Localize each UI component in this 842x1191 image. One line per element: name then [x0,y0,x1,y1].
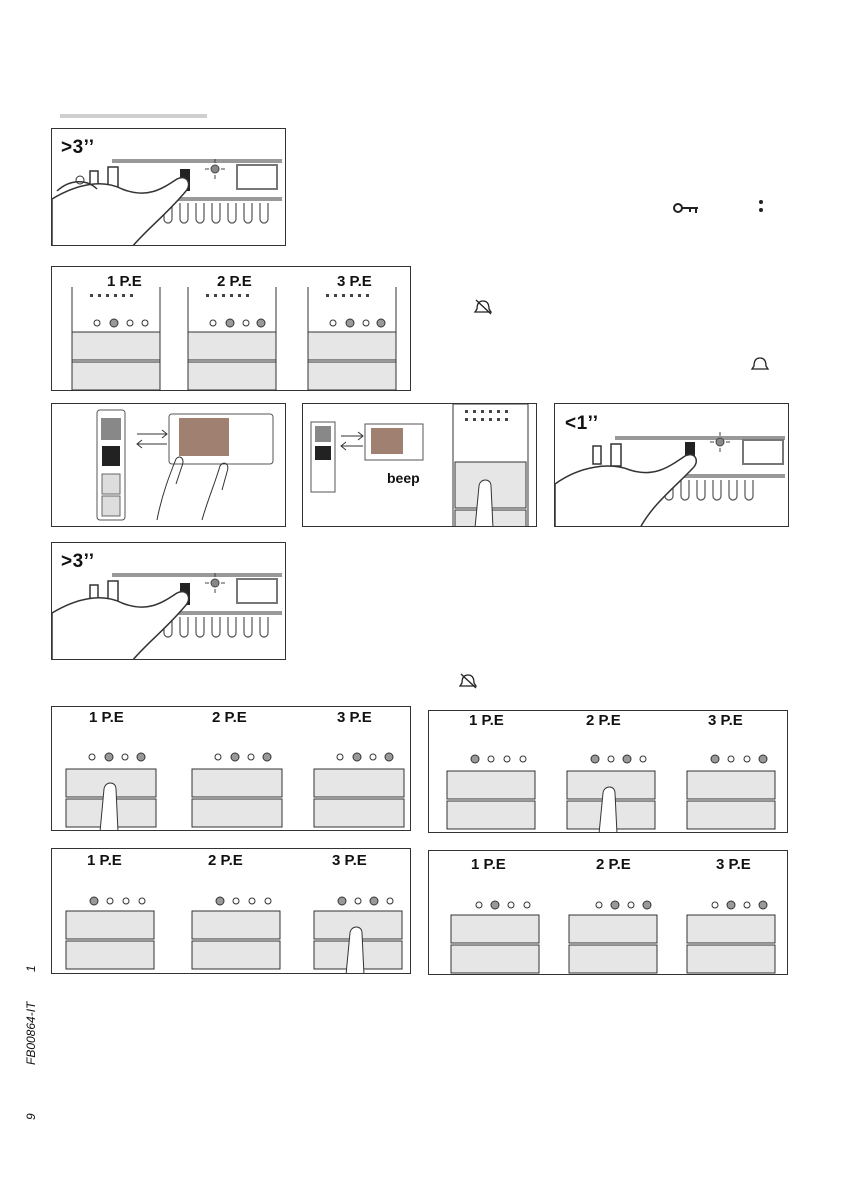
edition-number: 1 [24,965,38,972]
panel-label-1: 1 P.E [87,852,122,869]
panel-label-3: 3 P.E [708,712,743,729]
finger-icon [52,592,189,660]
panel-label-1: 1 P.E [107,273,142,290]
document-code: FB00864-IT [24,1001,38,1065]
panel-label-1: 1 P.E [469,712,504,729]
key-icon [674,204,698,213]
panel-label-3: 3 P.E [337,273,372,290]
page-number: 9 [24,1113,38,1120]
figure-hold-2 [51,542,286,660]
time-label: >3’’ [61,551,95,572]
header-rule [60,114,207,118]
panel-label-2: 2 P.E [596,856,631,873]
figure-press-short [554,403,789,527]
finger-press-illustration [52,543,286,660]
figure-beep [302,403,537,527]
door-station-icon [52,404,286,527]
figure-panels-a [51,266,411,391]
panels-illustration [52,849,411,974]
bell-off-icon [475,300,491,314]
led-icon [710,432,730,452]
panels-illustration [429,711,788,833]
figure-station-monitor [51,403,286,527]
finger-icon [555,455,696,527]
finger-press-illustration [52,129,286,246]
panel-label-1: 1 P.E [89,709,124,726]
panel-label-3: 3 P.E [337,709,372,726]
panel-label-3: 3 P.E [332,852,367,869]
panel-label-2: 2 P.E [208,852,243,869]
figure-panels-b [51,706,411,831]
finger-press-illustration [555,404,789,527]
panel-label-2: 2 P.E [586,712,621,729]
dots-icon [759,200,763,212]
panels-illustration [52,267,411,391]
panel-label-3: 3 P.E [716,856,751,873]
finger-icon [52,178,189,246]
beep-label: beep [387,470,420,486]
panel-label-2: 2 P.E [212,709,247,726]
bell-off-icon [460,674,476,688]
panels-illustration [429,851,788,975]
figure-panels-d [51,848,411,974]
time-label: >3’’ [61,137,95,158]
panel-label-1: 1 P.E [471,856,506,873]
panel-label-2: 2 P.E [217,273,252,290]
bell-icon [752,358,768,369]
figure-hold-1 [51,128,286,246]
beep-illustration [303,404,537,527]
monitor-icon [169,414,273,464]
time-label: <1’’ [565,413,599,434]
panels-illustration [52,707,411,831]
figure-panels-c [428,710,788,833]
figure-panels-e [428,850,788,975]
